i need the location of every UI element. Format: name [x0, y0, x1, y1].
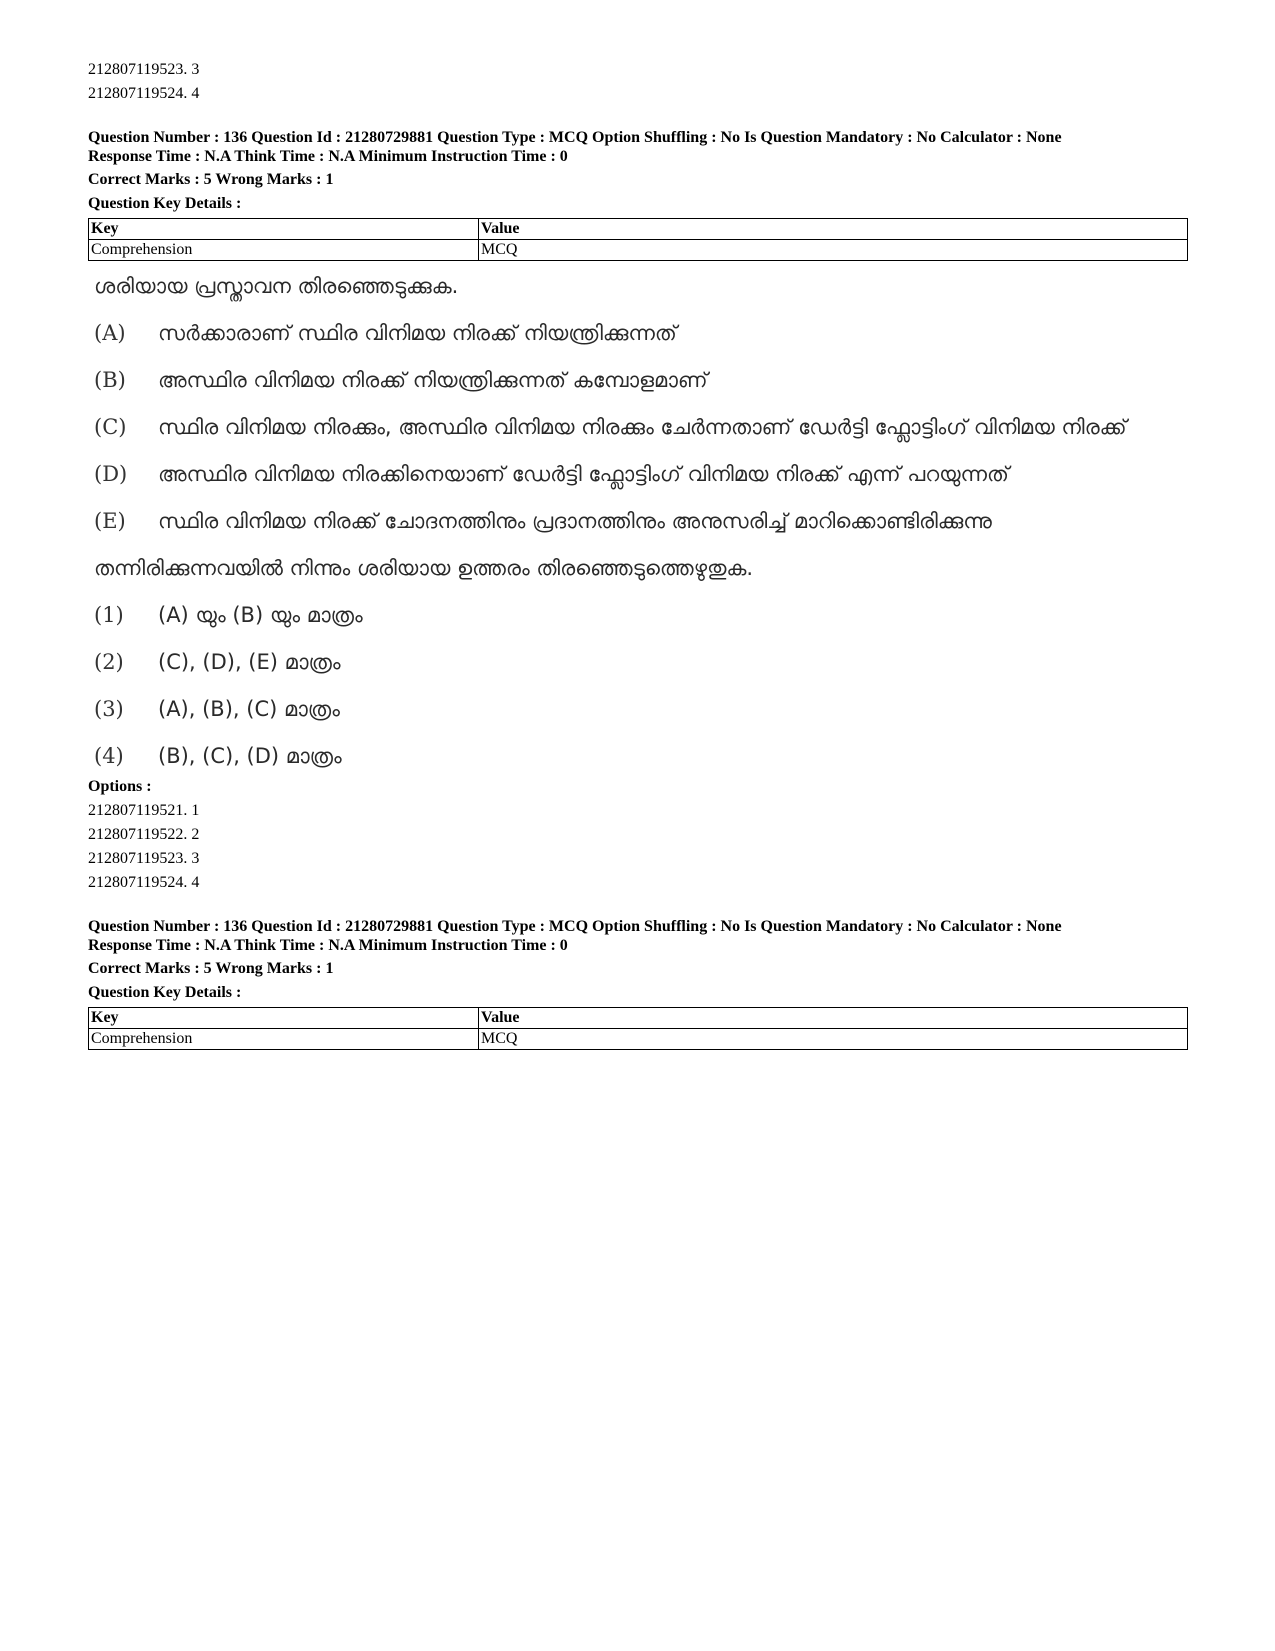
table-header-row: [89, 1008, 1188, 1029]
table-cell-key: Comprehension: [89, 1029, 479, 1050]
choice-label: (4): [94, 744, 124, 768]
question-instruction: തന്നിരിക്കുന്നവയിൽ നിന്നും ശരിയായ ഉത്തരം തിരഞ്ഞെടുത്തെഴുതുക.: [94, 556, 754, 580]
choice-4: [94, 741, 1184, 771]
choice-2: [94, 647, 1184, 677]
table-header-key: Key: [89, 219, 479, 240]
statement-text: അസ്ഥിര വിനിമയ നിരക്ക് നിയന്ത്രിക്കുന്നത് കമ്പോളമാണ്: [158, 368, 708, 392]
top-option-1: 212807119523. 3: [88, 61, 200, 78]
table-header-row: [89, 219, 1188, 240]
choice-label: (1): [94, 603, 124, 627]
question-meta-block-2: [88, 917, 1188, 1050]
statement-text: അസ്ഥിര വിനിമയ നിരക്കിനെയാണ് ഡേർട്ടി ഫ്ലോട്ടിംഗ് വിനിമയ നിരക്ക് എന്ന് പറയുന്നത്: [158, 462, 1009, 486]
statement-label: (D): [94, 462, 128, 486]
table-cell-value: MCQ: [479, 1029, 1188, 1050]
statement-label: (E): [94, 509, 126, 533]
table-cell-value: MCQ: [479, 240, 1188, 261]
table-cell-key: Comprehension: [89, 240, 479, 261]
option-item-1: 212807119521. 1: [88, 802, 200, 819]
choice-3: [94, 694, 1184, 724]
table-row: [89, 1029, 1188, 1050]
question-key-table: [88, 1007, 1188, 1050]
statement-text: സ്ഥിര വിനിമയ നിരക്ക് ചോദനത്തിനും പ്രദാനത്തിനും അനുസരിച്ച് മാറിക്കൊണ്ടിരിക്കുന്നു: [158, 509, 992, 533]
option-item-2: 212807119522. 2: [88, 826, 200, 843]
options-block: [88, 775, 1188, 895]
question-meta-line-2: Response Time : N.A Think Time : N.A Minimum Instruction Time : 0: [88, 148, 568, 165]
options-label: Options :: [88, 778, 152, 795]
choice-1: [94, 600, 1184, 630]
question-meta-line-2: Response Time : N.A Think Time : N.A Minimum Instruction Time : 0: [88, 937, 568, 954]
choice-text: (B), (C), (D) മാത്രം: [158, 744, 342, 768]
question-meta-block: [88, 128, 1188, 261]
question-marks: Correct Marks : 5 Wrong Marks : 1: [88, 960, 334, 977]
statement-label: (C): [94, 415, 127, 439]
statement-b: [94, 365, 1184, 395]
table-header-value: Value: [479, 219, 1188, 240]
statement-d: [94, 459, 1184, 489]
choice-label: (2): [94, 650, 124, 674]
question-meta-line-1: Question Number : 136 Question Id : 21280729881 Question Type : MCQ Option Shuffling : No Is Question Mandatory : No Calculator : None: [88, 918, 1062, 935]
choice-text: (A), (B), (C) മാത്രം: [158, 697, 340, 721]
question-meta-line-1: Question Number : 136 Question Id : 21280729881 Question Type : MCQ Option Shuffling : No Is Question Mandatory : No Calculator : None: [88, 129, 1062, 146]
document-page: [88, 58, 1188, 1050]
statement-a: [94, 318, 1184, 348]
question-marks: Correct Marks : 5 Wrong Marks : 1: [88, 171, 334, 188]
question-key-table: [88, 218, 1188, 261]
statement-text: സർക്കാരാണ് സ്ഥിര വിനിമയ നിരക്ക് നിയന്ത്രിക്കുന്നത്: [158, 321, 677, 345]
option-item-3: 212807119523. 3: [88, 850, 200, 867]
top-option-2: 212807119524. 4: [88, 85, 200, 102]
statement-text: സ്ഥിര വിനിമയ നിരക്കും, അസ്ഥിര വിനിമയ നിരക്കും ചേർന്നതാണ് ഡേർട്ടി ഫ്ലോട്ടിംഗ് വിനിമയ നിരക്ക്: [158, 415, 1127, 439]
statement-c: [94, 412, 1184, 442]
table-header-key: Key: [89, 1008, 479, 1029]
table-header-value: Value: [479, 1008, 1188, 1029]
question-key-details-label: Question Key Details :: [88, 984, 242, 1001]
statement-e: [94, 506, 1184, 536]
question-prompt: ശരിയായ പ്രസ്താവന തിരഞ്ഞെടുക്കുക.: [94, 274, 459, 298]
statement-label: (A): [94, 321, 126, 345]
choice-text: (C), (D), (E) മാത്രം: [158, 650, 341, 674]
choice-text: (A) യും (B) യും മാത്രം: [158, 603, 363, 627]
table-row: [89, 240, 1188, 261]
question-key-details-label: Question Key Details :: [88, 195, 242, 212]
option-item-4: 212807119524. 4: [88, 874, 200, 891]
statement-label: (B): [94, 368, 126, 392]
question-body: [94, 271, 1184, 771]
choice-label: (3): [94, 697, 124, 721]
